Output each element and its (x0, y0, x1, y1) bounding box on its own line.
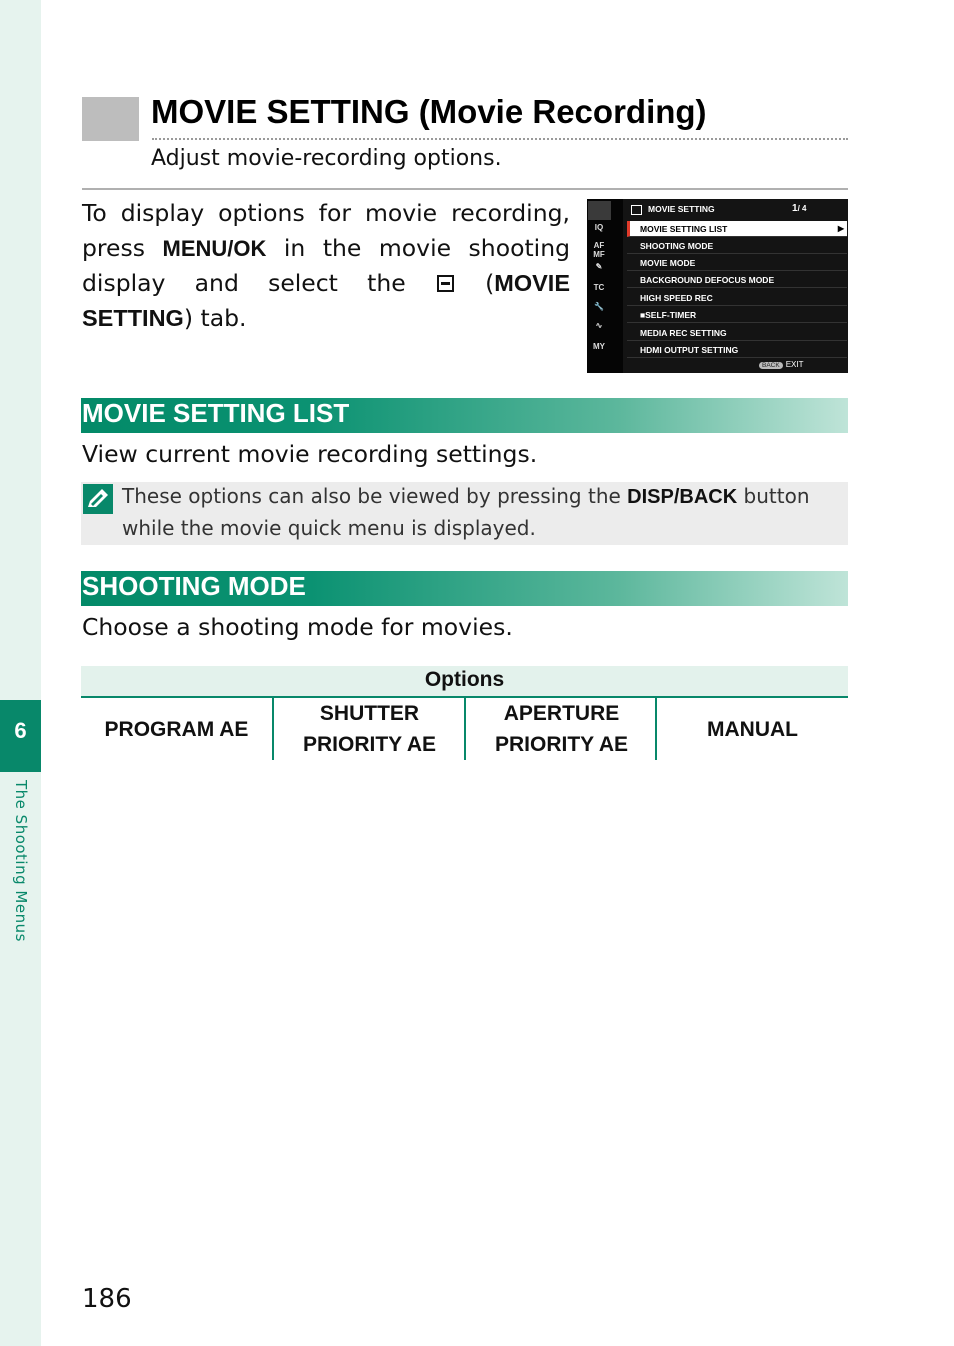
movie-setting-icon (437, 275, 454, 292)
option-manual: MANUAL (707, 717, 798, 741)
title-marker (82, 97, 139, 141)
intro-text: To display options for movie recording, press (82, 199, 570, 262)
shooting-setting-icon[interactable]: ✎ (595, 262, 603, 271)
menu-item-background-defocus-mode[interactable]: BACKGROUND DEFOCUS MODE (627, 272, 847, 288)
page-title: MOVIE SETTING (Movie Recording) (151, 93, 707, 130)
menu-tab-column (587, 199, 623, 373)
section-title-shooting-mode: SHOOTING MODE (82, 571, 306, 601)
shooting-mode-description: Choose a shooting mode for movies. (82, 613, 513, 641)
header-divider (82, 188, 848, 190)
movie-setting-tab-name: MOVIE SETTING (82, 270, 570, 331)
options-table-header: Options (81, 666, 848, 698)
exit-label: EXIT (785, 360, 804, 369)
intro-text: ) tab. (183, 303, 247, 332)
screen-header-title: MOVIE SETTING (648, 204, 715, 214)
chapter-label: The Shooting Menus (12, 780, 30, 942)
menu-item-shooting-mode[interactable]: SHOOTING MODE (627, 238, 847, 254)
section-title-movie-setting-list: MOVIE SETTING LIST (82, 398, 350, 428)
menu-item-label: SELF-TIMER (645, 310, 697, 320)
option-aperture-priority-ae: APERTURE PRIORITY AE (494, 702, 629, 756)
chevron-right-icon: ▶ (837, 224, 844, 233)
page-number: 186 (82, 1284, 132, 1314)
disp-back-button-label: DISP/BACK (627, 486, 738, 508)
movie-camera-icon: ■ (640, 310, 646, 320)
menu-ok-button-label: MENU/OK (162, 235, 267, 261)
camera-menu-screen (587, 199, 848, 373)
page-subtitle: Adjust movie-recording options. (151, 146, 502, 171)
menu-item-hdmi-output-setting[interactable]: HDMI OUTPUT SETTING (627, 342, 847, 358)
image-quality-icon[interactable]: IQ (594, 223, 604, 232)
intro-paragraph (82, 196, 570, 335)
title-divider (152, 138, 848, 140)
menu-item-high-speed-rec[interactable]: HIGH SPEED REC (627, 290, 847, 306)
movie-setting-header-icon (631, 205, 642, 215)
menu-item-media-rec-setting[interactable]: MEDIA REC SETTING (627, 325, 847, 341)
page-total: / 4 (797, 204, 807, 213)
menu-item-self-timer[interactable] (627, 307, 847, 323)
intro-text: ( (455, 269, 495, 297)
menu-item-movie-setting-list[interactable] (627, 221, 847, 237)
menu-item-label: MOVIE SETTING LIST (640, 224, 728, 234)
note-pencil-icon (83, 484, 113, 514)
intro-text: in the movie shooting display and select the (82, 233, 570, 297)
movie-setting-list-description: View current movie recording settings. (82, 440, 538, 468)
note-text (122, 481, 846, 544)
timecode-icon[interactable]: TC (593, 283, 605, 292)
chapter-number: 6 (14, 718, 27, 743)
option-program-ae: PROGRAM AE (104, 717, 249, 741)
my-menu-icon[interactable]: MY (593, 342, 605, 351)
af-mf-icon[interactable]: AF MF (593, 241, 605, 259)
menu-item-movie-mode[interactable]: MOVIE MODE (627, 255, 847, 271)
note-text-part: button while the movie quick menu is displayed. (122, 484, 810, 540)
page-current: 1 (792, 203, 798, 214)
screen-footer (759, 360, 803, 369)
movie-tab-icon[interactable] (588, 201, 611, 220)
option-shutter-priority-ae: SHUTTER PRIORITY AE (302, 702, 437, 756)
connection-icon[interactable]: ∿ (595, 321, 603, 330)
setup-wrench-icon[interactable]: 🔧 (594, 302, 604, 311)
note-text-part: These options can also be viewed by pressing the (122, 484, 628, 508)
back-button[interactable]: BACK (759, 362, 783, 369)
screen-page-indicator (792, 203, 806, 214)
sidebar (0, 0, 41, 1346)
